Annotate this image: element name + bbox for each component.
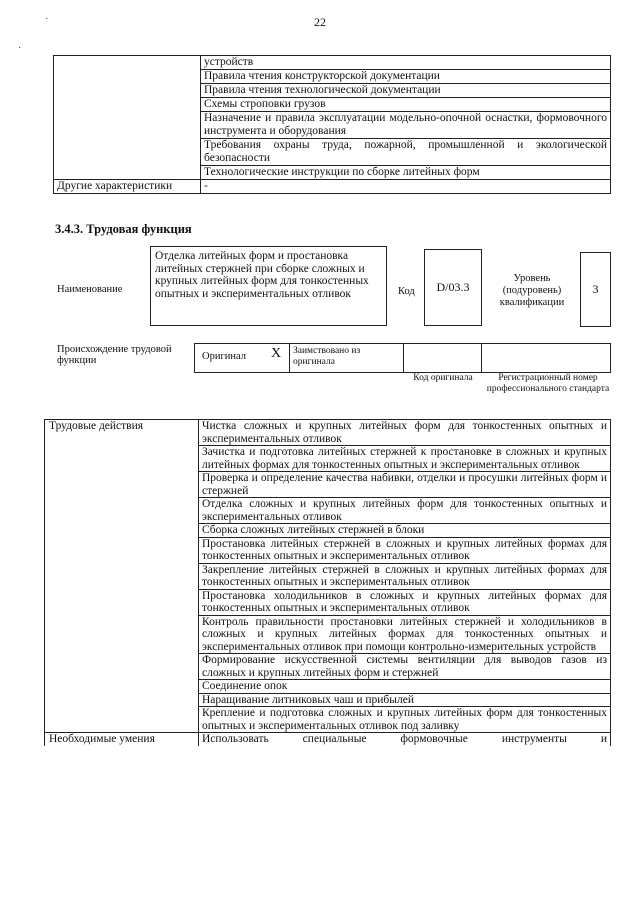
labor-action-item: Формирование искусственной системы вентиляции для выводов газов из сложных и крупных литейных форм и стержней [199,654,611,680]
labor-action-item: Контроль правильности простановки литейных стержней и холодильников в сложных и крупных литейных формах для тонкостенных опытных и экспериментальных отливок при помощи контрольно-измерительных устройств [199,615,611,654]
divider [481,344,482,372]
knowledge-item: Схемы строповки грузов [201,98,611,112]
original-mark: X [271,346,282,361]
labor-action-item: Соединение опок [199,680,611,694]
code-value: D/03.3 [436,280,470,294]
divider [403,344,404,372]
code-label: Код [398,286,415,297]
knowledge-item: Требования охраны труда, пожарной, промышленной и экологической безопасности [201,139,611,166]
section-heading: 3.4.3. Трудовая функция [55,222,192,236]
borrowed-label: Заимствовано из оригинала [293,346,361,367]
labor-action-item: Чистка сложных и крупных литейных форм для тонкостенных опытных и экспериментальных отливок [199,420,611,446]
knowledge-table [53,55,611,194]
labor-action-item: Простановка литейных стержней в сложных и крупных литейных формах для тонкостенных опытных и экспериментальных отливок [199,537,611,563]
other-characteristics-value: - [201,180,611,194]
continued-label-cell [54,56,201,180]
labor-action-item: Зачистка и подготовка литейных стержней к простановке в сложных и крупных литейных формах для тонкостенных опытных и экспериментальных отливок [199,446,611,472]
knowledge-item: устройств [201,56,611,70]
skill-item: Использовать специальные формовочные инструменты и [199,733,611,747]
knowledge-item: Правила чтения технологической документации [201,84,611,98]
page-number: 22 [314,15,326,29]
other-characteristics-label: Другие характеристики [54,180,201,194]
knowledge-item: Назначение и правила эксплуатации модельно-опочной оснастки, формовочного инструмента и оборудования [201,112,611,139]
function-name-box [150,246,387,326]
function-name-value: Отделка литейных форм и простановка литейных стержней при сборке сложных и крупных литейных форм для тонкостенных опытных и экспериментальных отливок [155,250,369,300]
labor-action-item: Отделка сложных и крупных литейных форм для тонкостенных опытных и экспериментальных отливок [199,498,611,524]
scan-mark: · [18,43,22,54]
level-value: 3 [592,282,599,296]
original-label: Оригинал [202,351,246,362]
scan-mark: · [45,14,49,25]
skills-label: Необходимые умения [45,733,199,747]
code-original-caption: Код оригинала [413,373,473,383]
reg-number-caption: Регистрационный номер профессионального стандарта [486,373,610,394]
labor-action-item: Наращивание литниковых чаш и прибылей [199,693,611,707]
code-box [424,249,482,326]
labor-action-item: Простановка холодильников в сложных и крупных литейных формах для тонкостенных опытных и экспериментальных отливок [199,589,611,615]
labor-actions-label: Трудовые действия [45,420,199,733]
labor-action-item: Проверка и определение качества набивки, отделки и просушки литейных форм и стержней [199,472,611,498]
labor-action-item: Сборка сложных литейных стержней в блоки [199,524,611,538]
name-label: Наименование [57,284,123,295]
origin-row [194,343,611,373]
level-label: Уровень (подуровень) квалификации [499,273,565,308]
knowledge-item: Правила чтения конструкторской документации [201,70,611,84]
level-box [580,252,611,327]
labor-action-item: Крепление и подготовка сложных и крупных литейных форм для тонкостенных опытных и экспериментальных отливок под заливку [199,707,611,733]
labor-actions-table [44,419,611,746]
origin-label: Происхождение трудовой функции [57,344,172,366]
divider [289,344,290,372]
labor-action-item: Закрепление литейных стержней в сложных и крупных литейных формах для тонкостенных опытных и экспериментальных отливок [199,563,611,589]
knowledge-item: Технологические инструкции по сборке литейных форм [201,166,611,180]
